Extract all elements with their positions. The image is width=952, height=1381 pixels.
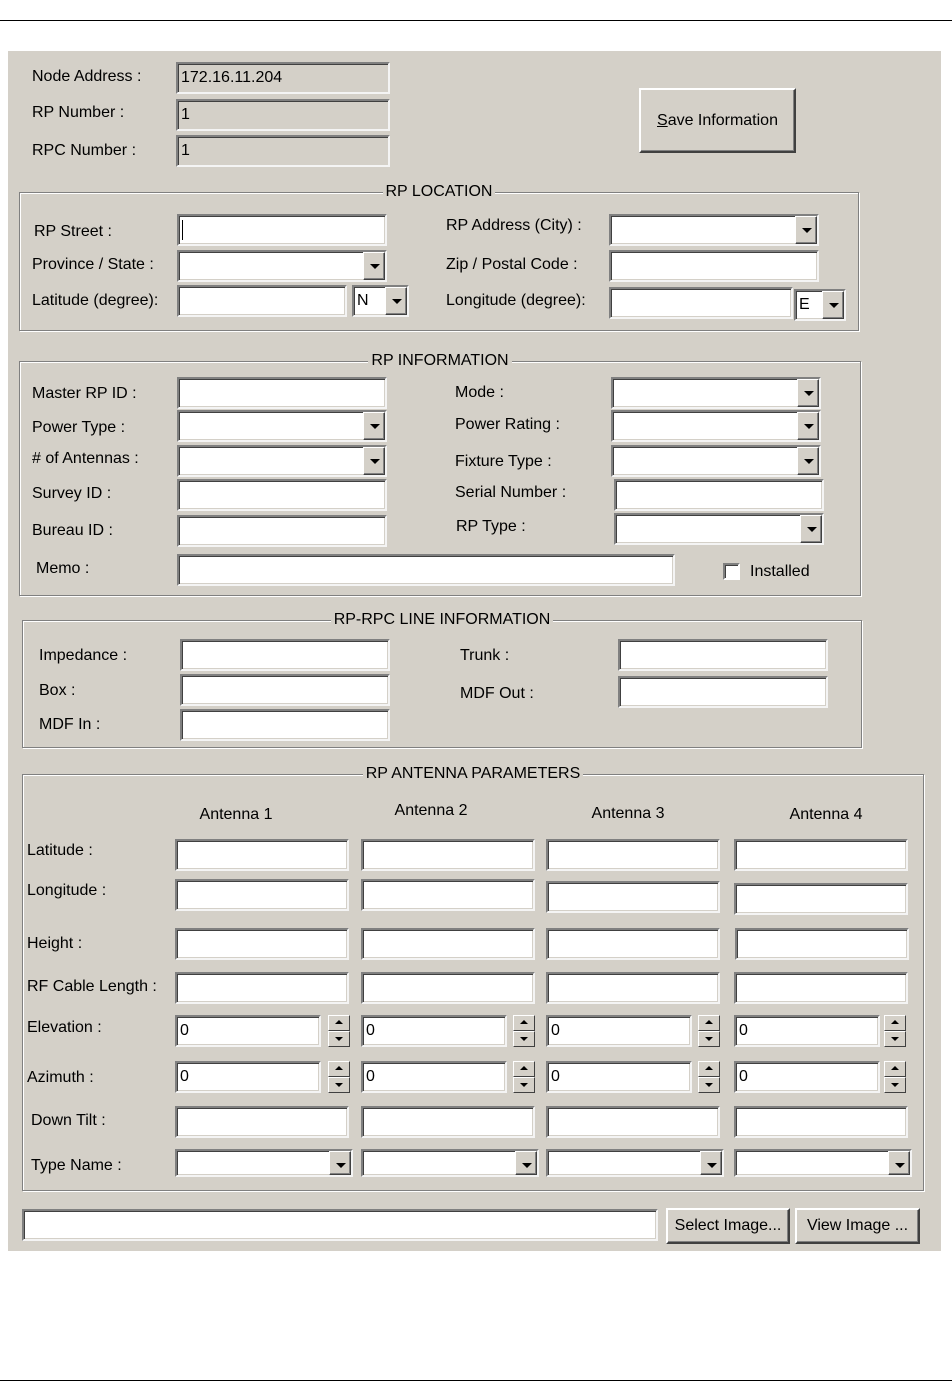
antenna-2-type-name-select[interactable] <box>361 1149 539 1177</box>
view-image-button[interactable]: View Image ... <box>795 1208 920 1244</box>
rp-location-title: RP LOCATION <box>383 183 496 200</box>
impedance-input[interactable] <box>180 639 390 671</box>
number-of-antennas-select[interactable] <box>177 445 387 477</box>
rp-street-input[interactable] <box>177 214 387 246</box>
antenna-4-longitude-input[interactable] <box>734 883 908 915</box>
antenna-3-latitude-input[interactable] <box>546 839 720 871</box>
spin-down-icon[interactable] <box>513 1077 535 1093</box>
chevron-down-icon[interactable] <box>700 1151 722 1175</box>
antenna-4-elevation-input[interactable]: 0 <box>734 1015 880 1047</box>
line-information-title: RP-RPC LINE INFORMATION <box>331 611 554 628</box>
power-type-label: Power Type : <box>32 419 126 436</box>
rp-location-group <box>19 183 859 331</box>
rp-number-field: 1 <box>176 99 390 131</box>
chevron-down-icon[interactable] <box>329 1151 351 1175</box>
antenna-2-elevation-input[interactable]: 0 <box>361 1015 507 1047</box>
rp-type-select[interactable] <box>614 513 824 545</box>
zip-postal-code-input[interactable] <box>609 250 819 282</box>
antenna-azimuth-label: Azimuth : <box>27 1069 94 1086</box>
province-state-label: Province / State : <box>32 256 154 273</box>
antenna-height-label: Height : <box>27 935 83 952</box>
chevron-down-icon[interactable] <box>363 252 385 280</box>
antenna-3-azimuth-input[interactable]: 0 <box>546 1061 692 1093</box>
antenna-4-down-tilt-input[interactable] <box>734 1106 908 1138</box>
antenna-2-down-tilt-input[interactable] <box>361 1106 535 1138</box>
bureau-id-input[interactable] <box>177 515 387 547</box>
mdf-in-label: MDF In : <box>39 716 101 733</box>
spin-down-icon[interactable] <box>513 1031 535 1047</box>
survey-id-label: Survey ID : <box>32 485 112 502</box>
node-address-field: 172.16.11.204 <box>176 62 390 94</box>
latitude-direction-value: N <box>357 292 369 309</box>
trunk-label: Trunk : <box>460 647 510 664</box>
chevron-down-icon[interactable] <box>800 515 822 543</box>
power-type-select[interactable] <box>177 410 387 442</box>
antenna-3-height-input[interactable] <box>546 928 720 960</box>
survey-id-input[interactable] <box>177 479 387 511</box>
spin-up-icon[interactable] <box>513 1061 535 1077</box>
antenna-3-type-name-select[interactable] <box>546 1149 724 1177</box>
antenna-4-height-input[interactable] <box>735 928 909 960</box>
antenna-2-azimuth-input[interactable]: 0 <box>361 1061 507 1093</box>
antenna-2-latitude-input[interactable] <box>361 839 535 871</box>
province-state-select[interactable] <box>177 250 387 282</box>
mdf-out-input[interactable] <box>618 676 828 708</box>
save-button-label: ave Information <box>667 111 778 129</box>
box-label: Box : <box>39 682 76 699</box>
spin-down-icon[interactable] <box>328 1077 350 1093</box>
antenna-3-cable-length-input[interactable] <box>546 972 720 1004</box>
chevron-down-icon[interactable] <box>385 287 407 315</box>
fixture-type-select[interactable] <box>611 445 821 477</box>
rp-details-panel <box>8 51 941 1251</box>
antenna-parameters-title: RP ANTENNA PARAMETERS <box>363 765 584 782</box>
antenna-1-azimuth-input[interactable]: 0 <box>175 1061 321 1093</box>
chevron-down-icon[interactable] <box>363 412 385 440</box>
chevron-down-icon[interactable] <box>797 412 819 440</box>
latitude-degree-input[interactable] <box>177 285 347 317</box>
antenna-3-down-tilt-input[interactable] <box>546 1106 720 1138</box>
node-address-label: Node Address : <box>32 68 142 85</box>
chevron-down-icon[interactable] <box>363 447 385 475</box>
power-rating-label: Power Rating : <box>455 416 560 433</box>
rpc-number-label: RPC Number : <box>32 142 137 159</box>
antenna-1-elevation-input[interactable]: 0 <box>175 1015 321 1047</box>
antenna-4-type-name-select[interactable] <box>734 1149 912 1177</box>
rpc-number-field: 1 <box>176 135 390 167</box>
antenna-parameters-group <box>22 765 924 1191</box>
longitude-direction-value: E <box>799 296 810 313</box>
antenna-3-elevation-input[interactable]: 0 <box>546 1015 692 1047</box>
bureau-id-label: Bureau ID : <box>32 522 113 539</box>
installed-label: Installed <box>750 563 810 580</box>
rp-information-title: RP INFORMATION <box>368 352 511 369</box>
antenna-1-down-tilt-input[interactable] <box>175 1106 349 1138</box>
longitude-degree-input[interactable] <box>609 287 793 319</box>
fixture-type-label: Fixture Type : <box>455 453 552 470</box>
spin-up-icon[interactable] <box>513 1015 535 1031</box>
save-information-button[interactable] <box>639 88 796 153</box>
rp-number-label: RP Number : <box>32 104 125 121</box>
line-information-group <box>22 611 862 748</box>
mdf-out-label: MDF Out : <box>460 685 534 702</box>
antenna-1-cable-length-input[interactable] <box>175 972 349 1004</box>
image-path-input[interactable] <box>22 1209 658 1241</box>
antenna-2-longitude-input[interactable] <box>361 879 535 911</box>
rp-address-city-select[interactable] <box>609 214 819 246</box>
antenna-1-header: Antenna 1 <box>199 806 273 823</box>
antenna-1-height-input[interactable] <box>175 928 349 960</box>
chevron-down-icon[interactable] <box>822 291 844 319</box>
spin-down-icon[interactable] <box>884 1077 906 1093</box>
spin-up-icon[interactable] <box>884 1015 906 1031</box>
mdf-in-input[interactable] <box>180 709 390 741</box>
antenna-3-header: Antenna 3 <box>591 805 665 822</box>
antenna-longitude-label: Longitude : <box>27 882 107 899</box>
rp-street-label: RP Street : <box>34 223 112 240</box>
rp-type-label: RP Type : <box>456 518 526 535</box>
antenna-4-cable-length-input[interactable] <box>734 972 908 1004</box>
memo-input[interactable] <box>177 554 675 586</box>
antenna-1-longitude-input[interactable] <box>175 879 349 911</box>
antenna-4-azimuth-input[interactable]: 0 <box>734 1061 880 1093</box>
select-image-button[interactable]: Select Image... <box>666 1208 790 1244</box>
antenna-4-latitude-input[interactable] <box>734 839 908 871</box>
antenna-2-height-input[interactable] <box>361 928 535 960</box>
spin-up-icon[interactable] <box>328 1061 350 1077</box>
antenna-elevation-label: Elevation : <box>27 1019 102 1036</box>
antenna-cable-length-label: RF Cable Length : <box>27 978 157 995</box>
spin-down-icon[interactable] <box>698 1077 720 1093</box>
power-rating-select[interactable] <box>611 410 821 442</box>
spin-down-icon[interactable] <box>328 1031 350 1047</box>
longitude-degree-label: Longitude (degree): <box>446 292 586 309</box>
rp-address-city-label: RP Address (City) : <box>446 217 582 234</box>
longitude-direction-select[interactable] <box>794 289 846 321</box>
number-of-antennas-label: # of Antennas : <box>32 450 139 467</box>
save-button-mnemonic: S <box>657 111 668 129</box>
mode-label: Mode : <box>455 384 504 401</box>
antenna-1-latitude-input[interactable] <box>175 839 349 871</box>
impedance-label: Impedance : <box>39 647 128 664</box>
antenna-4-header: Antenna 4 <box>789 806 863 823</box>
chevron-down-icon[interactable] <box>797 379 819 407</box>
chevron-down-icon[interactable] <box>797 447 819 475</box>
antenna-type-name-label: Type Name : <box>31 1157 122 1174</box>
antenna-down-tilt-label: Down Tilt : <box>31 1112 106 1129</box>
latitude-degree-label: Latitude (degree): <box>32 292 159 309</box>
antenna-1-type-name-select[interactable] <box>175 1149 353 1177</box>
installed-checkbox[interactable] <box>723 563 740 580</box>
spin-down-icon[interactable] <box>884 1031 906 1047</box>
master-rp-id-input[interactable] <box>177 377 387 409</box>
memo-label: Memo : <box>36 560 90 577</box>
chevron-down-icon[interactable] <box>515 1151 537 1175</box>
box-input[interactable] <box>180 674 390 706</box>
master-rp-id-label: Master RP ID : <box>32 385 137 402</box>
spin-up-icon[interactable] <box>698 1015 720 1031</box>
zip-postal-code-label: Zip / Postal Code : <box>446 256 578 273</box>
antenna-latitude-label: Latitude : <box>27 842 93 859</box>
serial-number-input[interactable] <box>614 479 824 511</box>
spin-down-icon[interactable] <box>698 1031 720 1047</box>
latitude-direction-select[interactable] <box>352 285 409 317</box>
spin-up-icon[interactable] <box>698 1061 720 1077</box>
trunk-input[interactable] <box>618 639 828 671</box>
spin-up-icon[interactable] <box>884 1061 906 1077</box>
antenna-2-header: Antenna 2 <box>394 802 468 819</box>
chevron-down-icon[interactable] <box>888 1151 910 1175</box>
spin-up-icon[interactable] <box>328 1015 350 1031</box>
top-rule <box>0 20 952 21</box>
antenna-2-cable-length-input[interactable] <box>361 972 535 1004</box>
rp-information-group <box>19 352 861 596</box>
chevron-down-icon[interactable] <box>795 216 817 244</box>
serial-number-label: Serial Number : <box>455 484 567 501</box>
mode-select[interactable] <box>611 377 821 409</box>
antenna-3-longitude-input[interactable] <box>546 881 720 913</box>
